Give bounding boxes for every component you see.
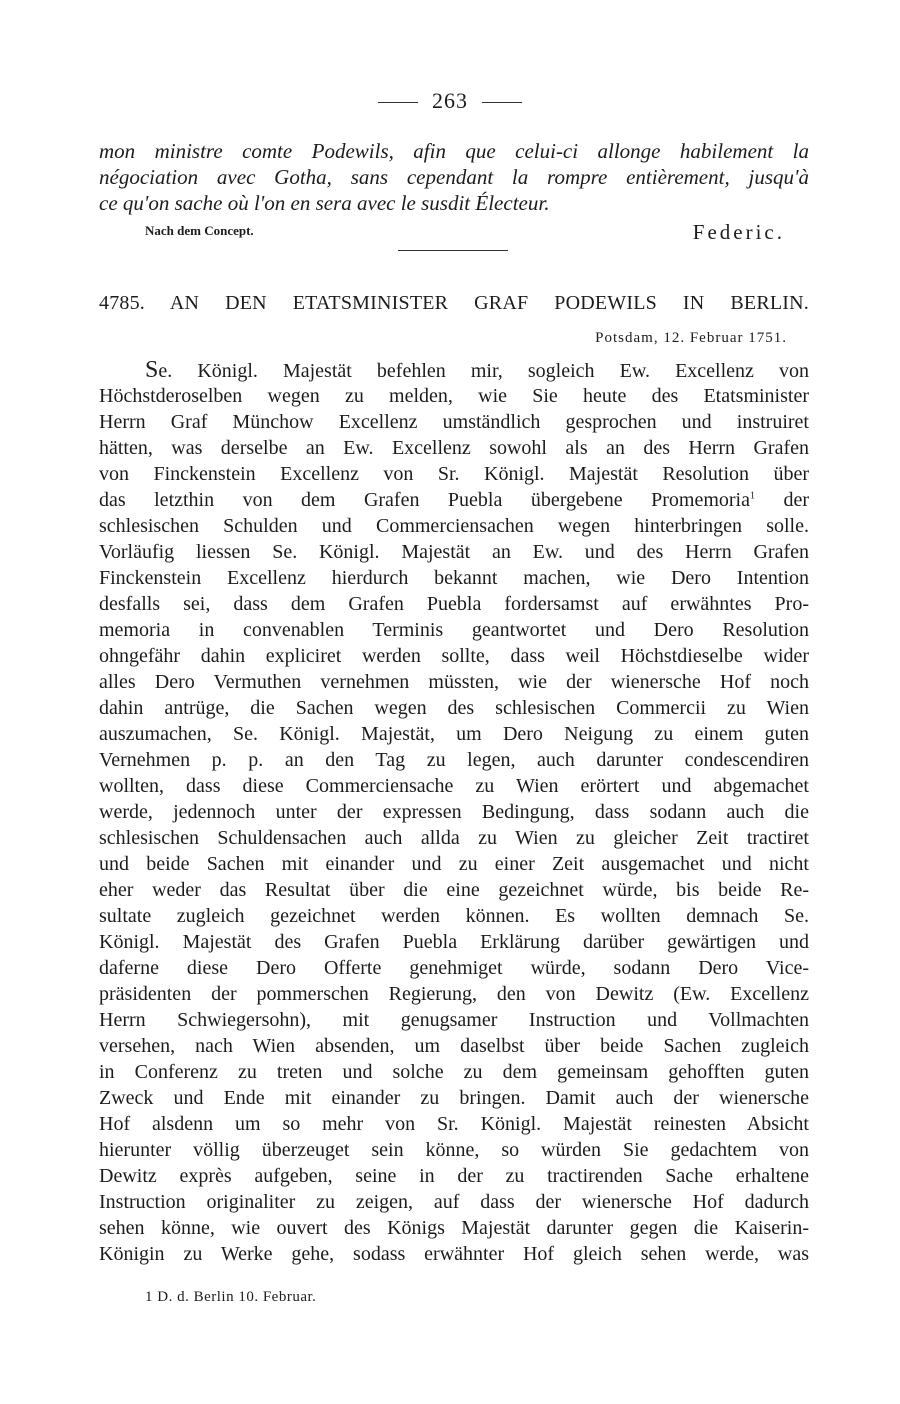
header-dash-right [482, 102, 522, 103]
continuation-line: mon ministre comte Podewils, afin que celui-ci allonge habilement la [99, 139, 809, 163]
body-line: alles Dero Vermuthen vernehmen müssten, wie der wienersche Hof noch [99, 671, 809, 693]
body-line: ohngefähr dahin expliciret werden sollte, dass weil Höchstdieselbe wider [99, 645, 809, 667]
continuation-line: négociation avec Gotha, sans cependant la rompre entièrement, jusqu'à [99, 165, 809, 189]
body-line: Herrn Schwiegersohn), mit genugsamer Instruction und Vollmachten [99, 1009, 809, 1031]
page-header [0, 88, 900, 114]
body-line: Königin zu Werke gehe, sodass erwähnter Hof gleich sehen werde, was [99, 1243, 809, 1265]
footnote-marker: 1 [145, 1289, 153, 1305]
body-line: schlesischen Schuldensachen auch allda zu Wien zu gleicher Zeit tractiret [99, 827, 809, 849]
section-divider [398, 250, 508, 251]
body-line: hätten, was derselbe an Ew. Excellenz sowohl als an des Herrn Grafen [99, 437, 809, 459]
body-line: hierunter völlig überzeuget sein könne, so würden Sie gedachtem von [99, 1139, 809, 1161]
body-line: daferne diese Dero Offerte genehmiget würde, sodann Dero Vice- [99, 957, 809, 979]
continuation-text [99, 138, 809, 216]
drop-capital: S [145, 357, 159, 383]
letter-body [99, 357, 809, 1267]
footnote-reference: 1 [749, 490, 755, 502]
body-line: memoria in convenablen Terminis geantwortet und Dero Resolution [99, 619, 809, 641]
body-line: Vorläufig liessen Se. Königl. Majestät an Ew. und des Herrn Grafen [99, 541, 809, 563]
body-line-with-footnote [99, 487, 809, 513]
body-line: eher weder das Resultat über die eine gezeichnet würde, bis beide Re- [99, 879, 809, 901]
body-line: schlesischen Schulden und Commerciensachen wegen hinterbringen solle. [99, 515, 809, 537]
footnote [145, 1289, 316, 1306]
body-line: Höchstderoselben wegen zu melden, wie Sie heute des Etatsminister [99, 385, 809, 407]
footnote-text: D. d. Berlin 10. Februar. [157, 1289, 317, 1305]
body-line: wollten, dass diese Commerciensache zu Wien erörtert und abgemachet [99, 775, 809, 797]
continuation-line: ce qu'on sache où l'on en sera avec le susdit Électeur. [99, 191, 550, 215]
header-dash-left [378, 102, 418, 103]
body-line: desfalls sei, dass dem Grafen Puebla fordersamst auf erwähntes Pro- [99, 593, 809, 615]
letter-dateline: Potsdam, 12. Februar 1751. [595, 330, 787, 346]
body-line: werde, jedennoch unter der expressen Bedingung, dass sodann auch die [99, 801, 809, 823]
body-line: Instruction originaliter zu zeigen, auf dass der wienersche Hof dadurch [99, 1191, 809, 1213]
body-line: Königl. Majestät des Grafen Puebla Erklärung darüber gewärtigen und [99, 931, 809, 953]
body-line: sultate zugleich gezeichnet werden können. Es wollten demnach Se. [99, 905, 809, 927]
source-note: Nach dem Concept. [145, 223, 254, 238]
body-line: und beide Sachen mit einander und zu einer Zeit ausgemachet und nicht [99, 853, 809, 875]
body-line: sehen könne, wie ouvert des Königs Majestät darunter gegen die Kaiserin- [99, 1217, 809, 1239]
body-line: Vernehmen p. p. an den Tag zu legen, auch darunter condescendiren [99, 749, 809, 771]
body-line-tail: der [783, 489, 809, 511]
body-line-text: das letzthin von dem Grafen Puebla übergebene Promemoria [99, 489, 750, 511]
source-row [145, 220, 785, 246]
body-line: versehen, nach Wien absenden, um daselbst über beide Sachen zugleich [99, 1035, 809, 1057]
body-line-first [99, 357, 809, 383]
body-line: Hof alsdenn um so mehr von Sr. Königl. Majestät reinesten Absicht [99, 1113, 809, 1135]
body-line: Zweck und Ende mit einander zu bringen. Damit auch der wienersche [99, 1087, 809, 1109]
body-line: Finckenstein Excellenz hierdurch bekannt machen, wie Dero Intention [99, 567, 809, 589]
body-line: auszumachen, Se. Königl. Majestät, um Dero Neigung zu einem guten [99, 723, 809, 745]
body-line: von Finckenstein Excellenz von Sr. Königl. Majestät Resolution über [99, 463, 809, 485]
letter-heading: 4785. AN DEN ETATSMINISTER GRAF PODEWILS IN BERLIN. [99, 292, 809, 314]
body-line: Herrn Graf Münchow Excellenz umständlich gesprochen und instruiret [99, 411, 809, 433]
signature: Federic. [692, 220, 785, 244]
body-line: dahin antrüge, die Sachen wegen des schlesischen Commercii zu Wien [99, 697, 809, 719]
page-number: 263 [432, 88, 468, 113]
body-line-text: e. Königl. Majestät befehlen mir, sogleich Ew. Excellenz von [158, 360, 809, 382]
body-line: präsidenten der pommerschen Regierung, den von Dewitz (Ew. Excellenz [99, 983, 809, 1005]
body-line: in Conferenz zu treten und solche zu dem gemeinsam gehofften guten [99, 1061, 809, 1083]
body-line: Dewitz exprès aufgeben, seine in der zu tractirenden Sache erhaltene [99, 1165, 809, 1187]
